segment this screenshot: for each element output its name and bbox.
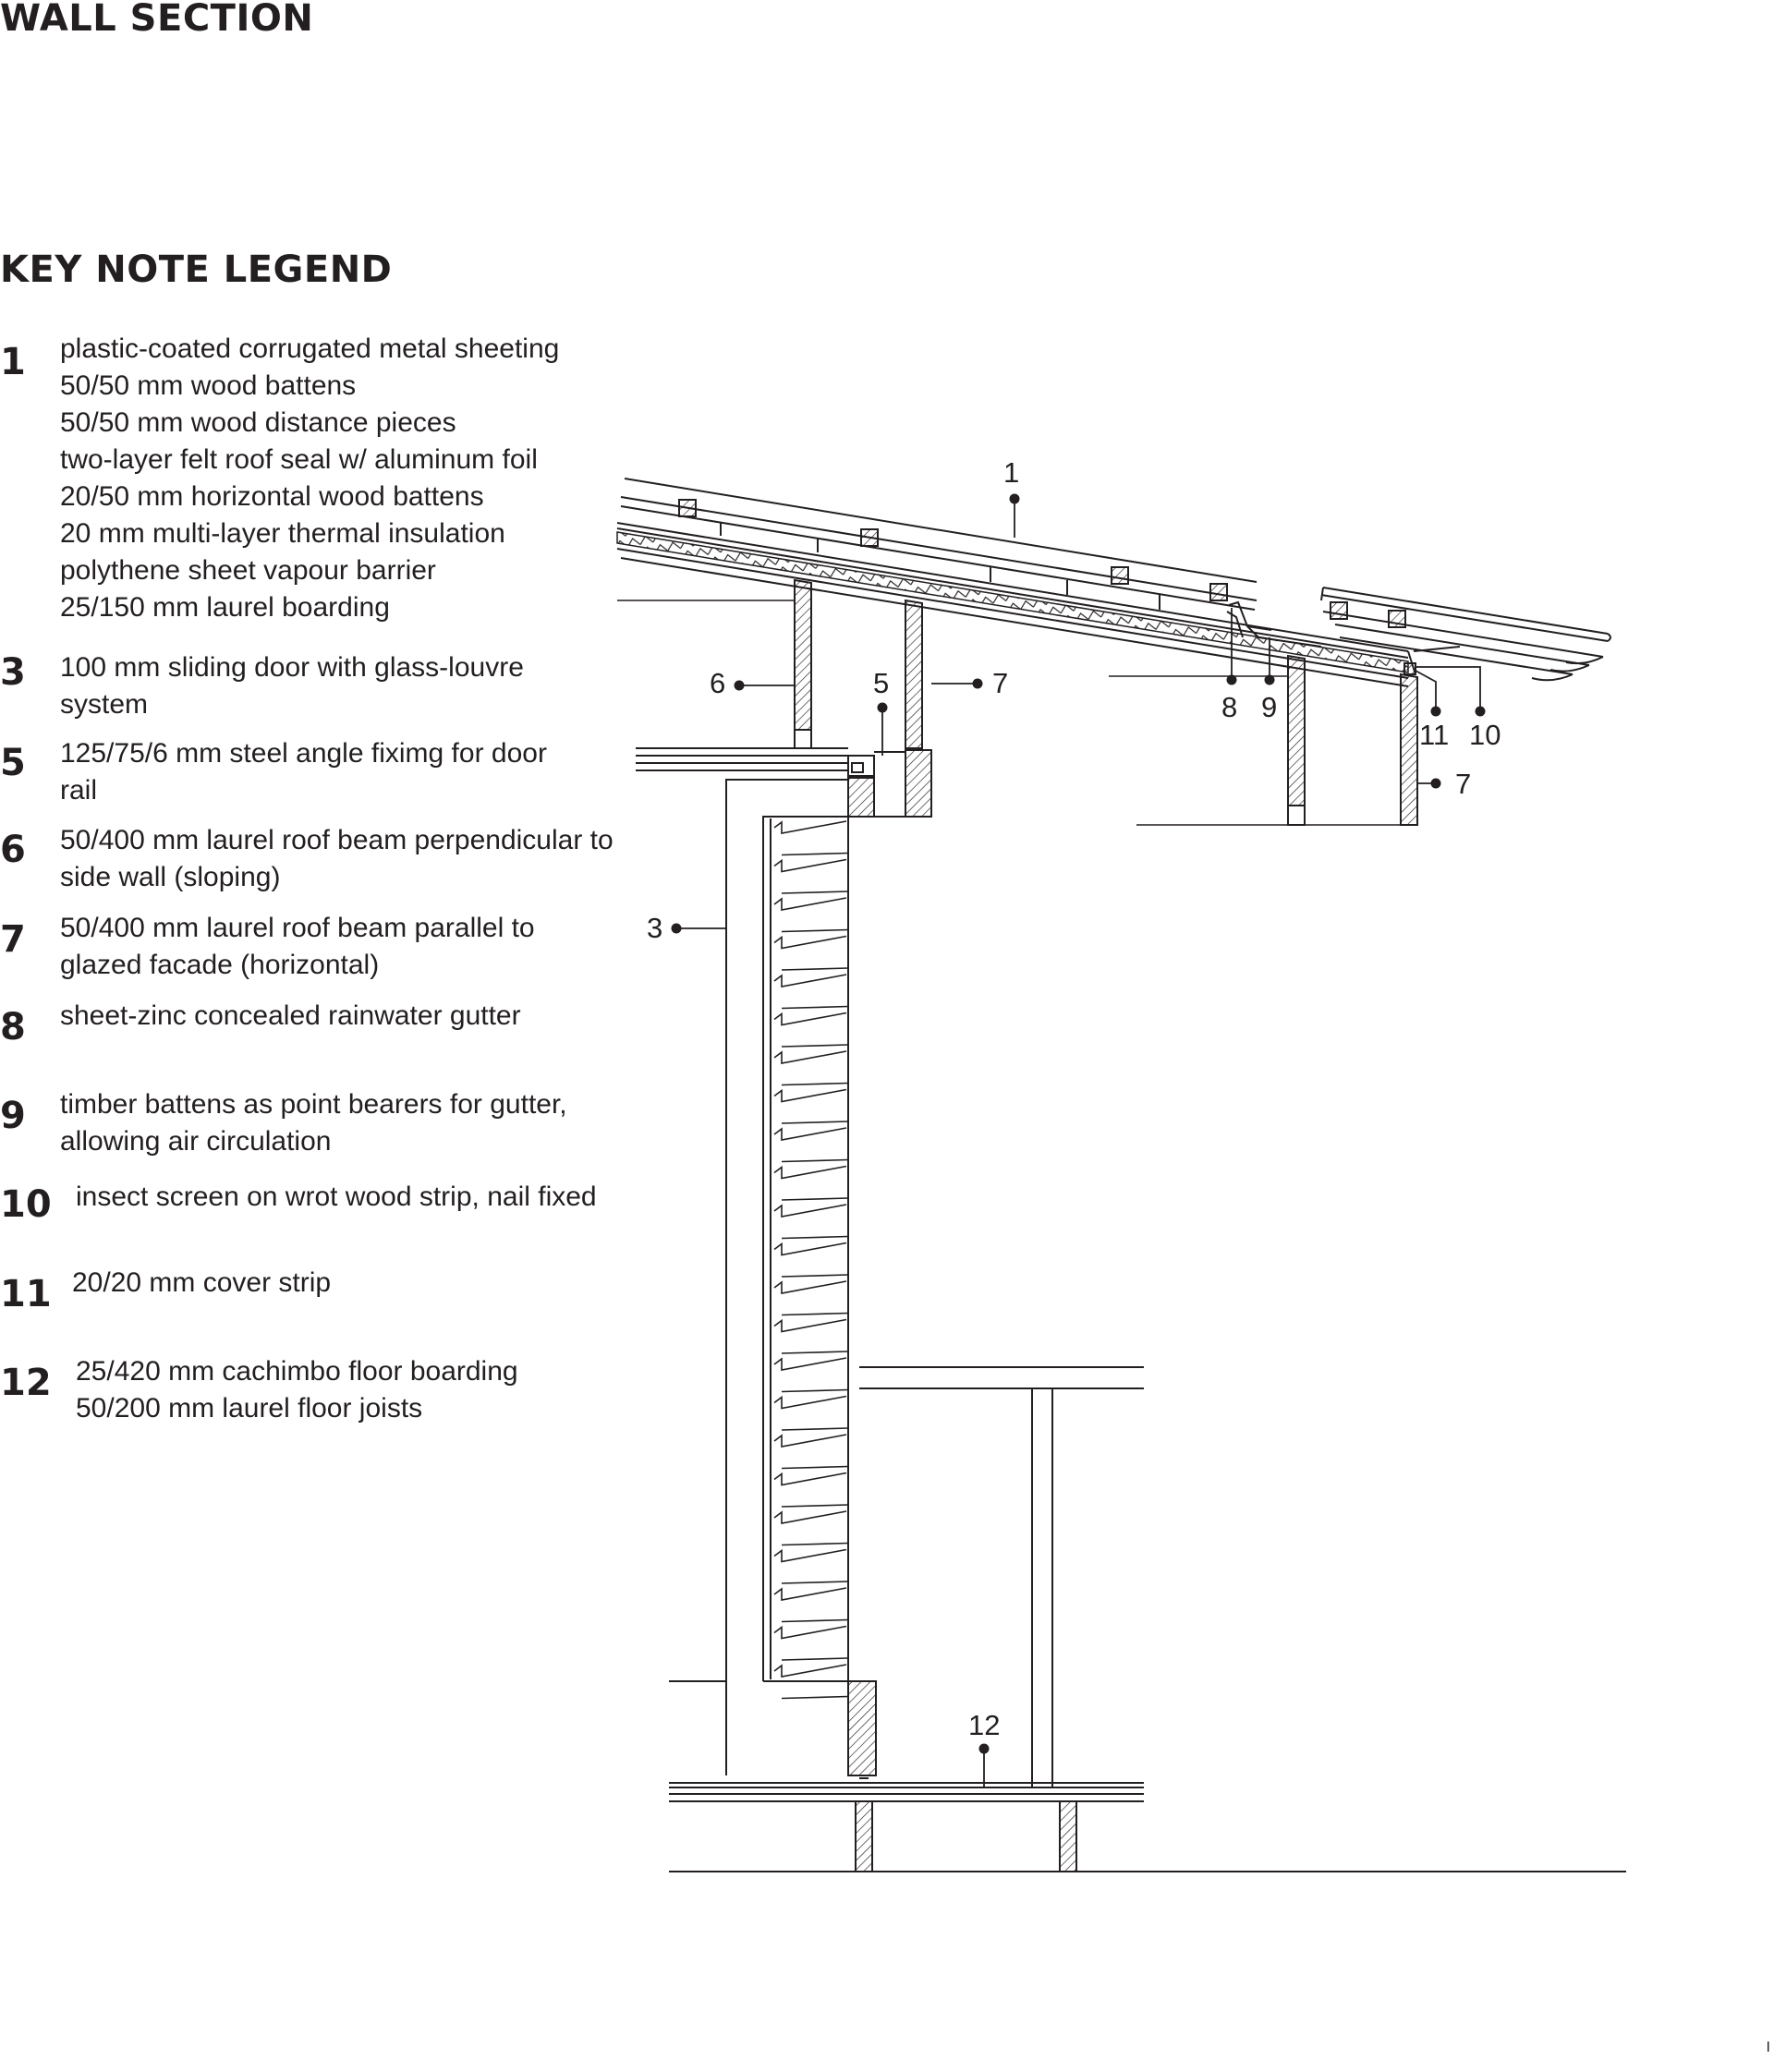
callout-6: 6 <box>710 667 726 699</box>
glass-louvre <box>774 1665 846 1677</box>
callout-8: 8 <box>1221 691 1238 723</box>
legend-line: 100 mm sliding door with glass-louvre <box>60 652 524 683</box>
louvre-edge <box>782 1007 848 1009</box>
legend-line: 50/50 mm wood battens <box>60 370 357 401</box>
glass-louvre <box>774 1320 846 1332</box>
legend-line: plastic-coated corrugated metal sheeting <box>60 333 560 364</box>
legend-line: 50/50 mm wood distance pieces <box>60 407 456 438</box>
glass-louvre <box>774 1281 846 1293</box>
louvre-edge <box>782 1428 848 1430</box>
legend-line: glazed facade (horizontal) <box>60 950 380 980</box>
legend-title: KEY NOTE LEGEND <box>0 248 393 291</box>
louvre-edge <box>782 1620 848 1622</box>
legend-line: allowing air circulation <box>60 1126 332 1157</box>
louvre-edge <box>782 1658 848 1660</box>
louvre-edge <box>782 1697 848 1699</box>
legend-number: 11 <box>0 1273 52 1315</box>
callout-12: 12 <box>968 1709 1001 1741</box>
callout-10: 10 <box>1469 719 1501 751</box>
legend-line: insect screen on wrot wood strip, nail fixed <box>76 1181 597 1212</box>
louvre-edge <box>782 1314 848 1315</box>
legend-line: 20/50 mm horizontal wood battens <box>60 481 484 512</box>
legend-number: 10 <box>0 1183 52 1226</box>
legend-line: 125/75/6 mm steel angle fiximg for door <box>60 738 547 769</box>
legend-number: 5 <box>0 742 26 784</box>
louvre-edge <box>782 891 848 893</box>
legend-line: 50/200 mm laurel floor joists <box>76 1393 423 1424</box>
floor-assembly <box>669 1367 1626 1872</box>
glass-louvre <box>774 1397 846 1409</box>
callout-5: 5 <box>873 667 890 699</box>
louvre-edge <box>782 1581 848 1583</box>
glass-louvre <box>774 1013 846 1025</box>
glass-louvre <box>774 1473 846 1485</box>
page-marker: I <box>1766 2040 1770 2055</box>
legend-line: 25/150 mm laurel boarding <box>60 592 390 623</box>
glass-louvre <box>774 1205 846 1217</box>
louvre-edge <box>782 1351 848 1353</box>
louvre-edge <box>782 1045 848 1047</box>
louvre-edge <box>782 1390 848 1392</box>
louvre-edge <box>782 1275 848 1277</box>
callout-7-bottom: 7 <box>1455 768 1472 800</box>
glass-louvre <box>774 1588 846 1600</box>
louvre-edge <box>782 1544 848 1545</box>
legend-number: 3 <box>0 651 26 694</box>
door-head <box>636 748 931 817</box>
legend-line: side wall (sloping) <box>60 862 281 892</box>
louvre-edge <box>782 1160 848 1162</box>
callout-9: 9 <box>1261 691 1278 723</box>
legend-line: system <box>60 689 149 720</box>
legend-line: sheet-zinc concealed rainwater gutter <box>60 1000 521 1031</box>
legend-line: polythene sheet vapour barrier <box>60 555 436 586</box>
glass-louvre <box>774 937 846 949</box>
legend-number: 12 <box>0 1362 52 1404</box>
louvre-edge <box>782 930 848 932</box>
louvre-edge <box>782 968 848 970</box>
glass-louvre <box>774 1511 846 1523</box>
glass-louvre <box>774 1167 846 1179</box>
legend-line: 50/400 mm laurel roof beam perpendicular to <box>60 825 614 855</box>
glass-louvre <box>774 1128 846 1140</box>
legend-line: 50/400 mm laurel roof beam parallel to <box>60 913 535 943</box>
legend-number: 9 <box>0 1095 26 1137</box>
legend-number: 7 <box>0 918 26 961</box>
roof-assembly <box>617 479 1610 686</box>
glass-louvre <box>774 860 846 872</box>
glass-louvre <box>774 1358 846 1370</box>
legend-number: 1 <box>0 341 26 383</box>
louvre-edge <box>782 1121 848 1123</box>
legend-line: timber battens as point bearers for gutter, <box>60 1089 567 1120</box>
glass-louvre <box>774 898 846 910</box>
glass-louvre <box>774 1051 846 1063</box>
louvre-edge <box>782 1198 848 1200</box>
glass-louvre <box>774 1627 846 1639</box>
glass-louvre <box>774 1243 846 1255</box>
glass-louvre <box>774 821 846 833</box>
louvre-edge <box>782 1467 848 1469</box>
callout-3: 3 <box>647 912 663 944</box>
glass-louvre <box>774 975 846 987</box>
callout-7-top: 7 <box>992 667 1009 699</box>
louvre-edge <box>782 1237 848 1239</box>
legend-line: 20/20 mm cover strip <box>72 1267 332 1298</box>
legend-line: 25/420 mm cachimbo floor boarding <box>76 1356 518 1387</box>
legend-number: 8 <box>0 1006 26 1048</box>
legend-line: 20 mm multi-layer thermal insulation <box>60 518 505 549</box>
louvre-edge <box>782 854 848 855</box>
glass-louvre <box>774 1435 846 1447</box>
legend-line: rail <box>60 775 98 806</box>
louvre-edge <box>782 1084 848 1085</box>
legend-number: 6 <box>0 829 26 871</box>
glass-louvre <box>774 1550 846 1562</box>
page-title: WALL SECTION <box>0 0 314 40</box>
callout-1: 1 <box>1003 456 1020 489</box>
callout-11: 11 <box>1419 719 1450 751</box>
louvre-edge <box>782 1505 848 1507</box>
glass-louvre <box>774 1090 846 1102</box>
legend-line: two-layer felt roof seal w/ aluminum foil <box>60 444 538 475</box>
